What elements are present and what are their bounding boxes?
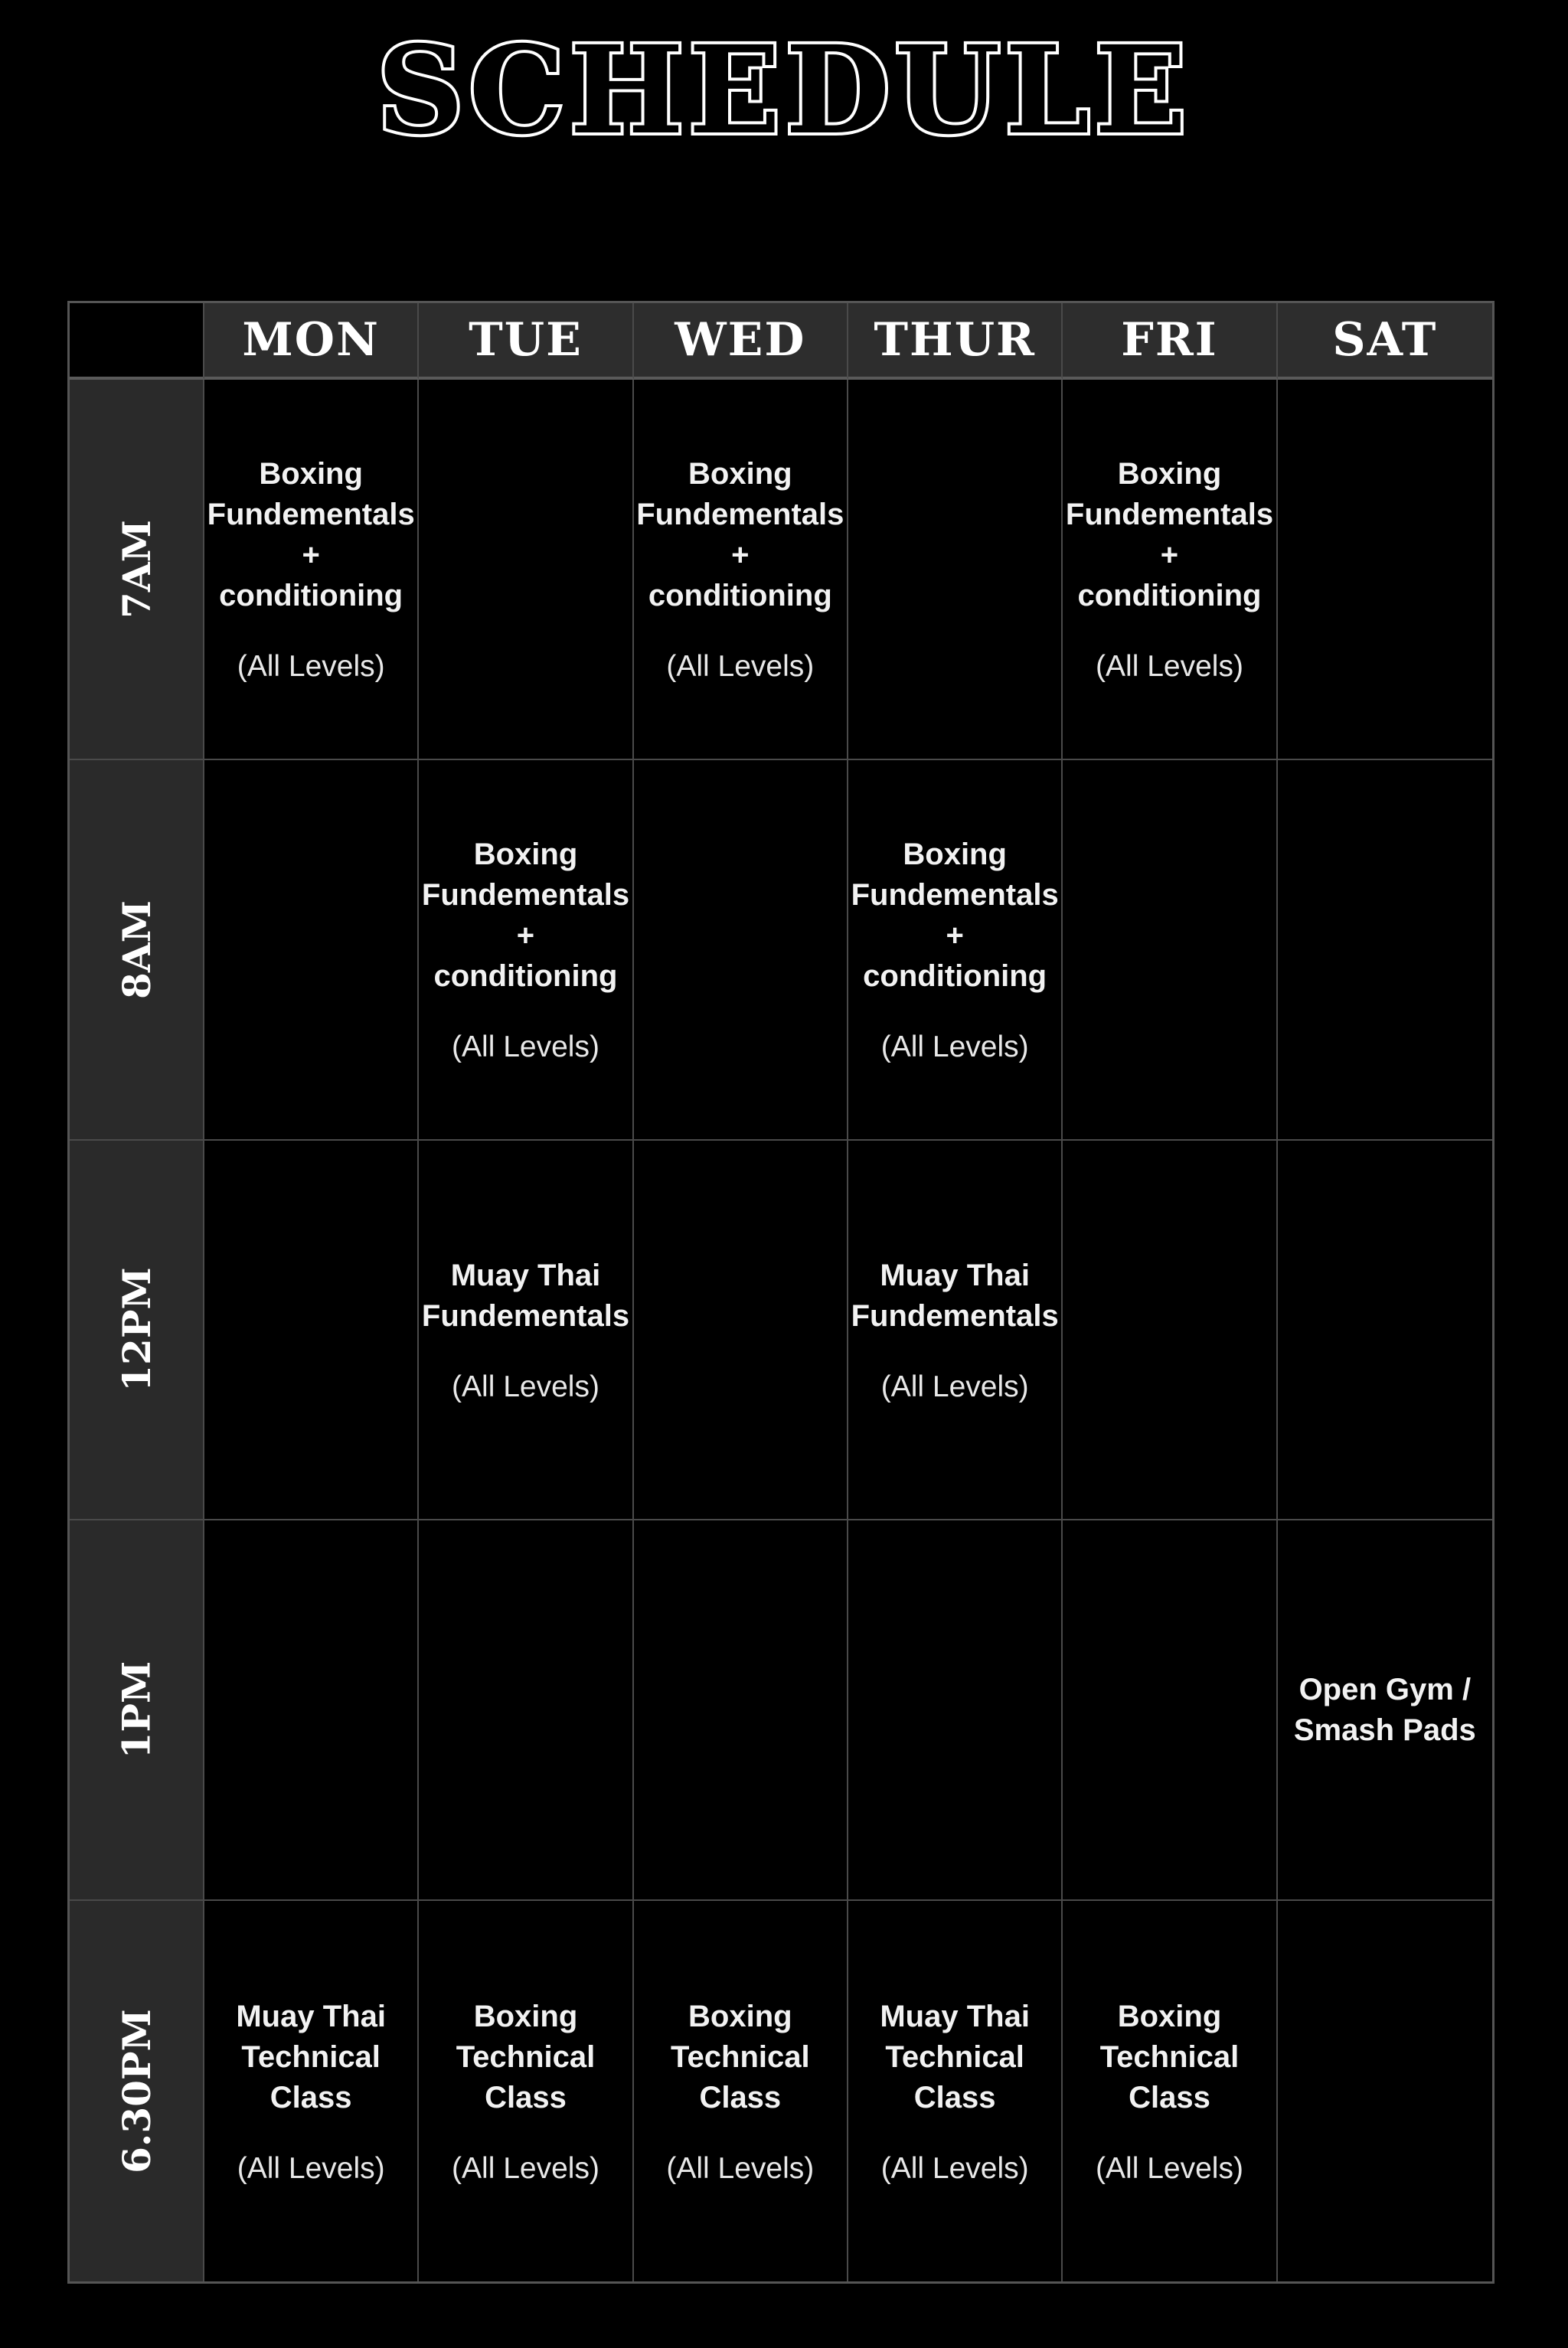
class-slot bbox=[419, 1141, 633, 1521]
class-slot bbox=[204, 1141, 419, 1521]
day-label: TUE bbox=[469, 313, 583, 367]
schedule-table bbox=[67, 301, 1494, 2284]
class-name: Muay Thai Fundementals bbox=[421, 1258, 630, 1333]
class-slot bbox=[848, 760, 1063, 1141]
class-level: (All Levels) bbox=[1096, 2152, 1243, 2186]
class-name: Boxing Technical Class bbox=[671, 2000, 810, 2115]
time-header-630pm bbox=[70, 1901, 204, 2281]
class-slot bbox=[634, 760, 848, 1141]
class-slot bbox=[419, 1520, 633, 1901]
class-slot bbox=[419, 760, 633, 1141]
class-level: (All Levels) bbox=[452, 2152, 599, 2186]
class-slot bbox=[1063, 1141, 1277, 1521]
day-label: WED bbox=[675, 313, 806, 367]
day-label: FRI bbox=[1121, 313, 1218, 367]
class-level: (All Levels) bbox=[237, 650, 385, 684]
class-slot bbox=[1063, 760, 1277, 1141]
class-name: Open Gym / Smash Pads bbox=[1293, 1672, 1476, 1747]
class-name: Boxing Fundementals + conditioning bbox=[1065, 457, 1274, 613]
time-label: 8AM bbox=[113, 900, 159, 999]
time-label: 1PM bbox=[113, 1661, 159, 1759]
class-slot bbox=[1278, 1520, 1492, 1901]
class-level: (All Levels) bbox=[880, 1370, 1029, 1403]
class-level: (All Levels) bbox=[880, 1030, 1029, 1064]
class-name: Boxing Fundementals + conditioning bbox=[421, 838, 630, 994]
class-slot bbox=[848, 1520, 1063, 1901]
day-label: MON bbox=[242, 313, 380, 367]
time-header-12pm bbox=[70, 1141, 204, 1521]
class-name: Muay Thai Technical Class bbox=[880, 2000, 1030, 2115]
class-level: (All Levels) bbox=[1096, 650, 1243, 684]
class-slot bbox=[634, 1520, 848, 1901]
class-level: (All Levels) bbox=[237, 2152, 385, 2186]
time-label: 6.30PM bbox=[113, 2009, 159, 2173]
class-slot bbox=[848, 1141, 1063, 1521]
table-corner bbox=[70, 303, 204, 380]
class-name: Boxing Fundementals + conditioning bbox=[207, 457, 415, 613]
class-level: (All Levels) bbox=[452, 1030, 599, 1064]
day-header-tue bbox=[419, 303, 633, 380]
class-slot bbox=[634, 380, 848, 760]
class-name: Boxing Fundementals + conditioning bbox=[851, 838, 1059, 994]
class-slot bbox=[419, 380, 633, 760]
class-slot bbox=[848, 380, 1063, 760]
class-slot bbox=[848, 1901, 1063, 2281]
day-label: SAT bbox=[1332, 313, 1438, 367]
class-slot bbox=[419, 1901, 633, 2281]
time-label: 12PM bbox=[113, 1267, 159, 1393]
day-label: THUR bbox=[874, 313, 1036, 367]
class-slot bbox=[1278, 760, 1492, 1141]
class-slot bbox=[1278, 1141, 1492, 1521]
time-header-1pm bbox=[70, 1520, 204, 1901]
class-level: (All Levels) bbox=[666, 2152, 815, 2186]
class-slot bbox=[1063, 1901, 1277, 2281]
class-slot bbox=[204, 1901, 419, 2281]
class-level: (All Levels) bbox=[880, 2152, 1029, 2186]
class-slot bbox=[1278, 380, 1492, 760]
class-slot bbox=[204, 380, 419, 760]
time-label: 7AM bbox=[113, 519, 159, 619]
time-header-8am bbox=[70, 760, 204, 1141]
class-slot bbox=[204, 760, 419, 1141]
day-header-thur bbox=[848, 303, 1063, 380]
time-header-7am bbox=[70, 380, 204, 760]
class-name: Muay Thai Fundementals bbox=[851, 1258, 1059, 1333]
class-level: (All Levels) bbox=[666, 650, 815, 684]
day-header-mon bbox=[204, 303, 419, 380]
class-slot bbox=[1278, 1901, 1492, 2281]
class-slot bbox=[204, 1520, 419, 1901]
class-name: Boxing Technical Class bbox=[456, 2000, 596, 2115]
class-slot bbox=[634, 1141, 848, 1521]
class-level: (All Levels) bbox=[452, 1370, 599, 1403]
class-slot bbox=[1063, 1520, 1277, 1901]
day-header-fri bbox=[1063, 303, 1277, 380]
class-slot bbox=[1063, 380, 1277, 760]
page-title: SCHEDULE bbox=[377, 20, 1191, 162]
day-header-sat bbox=[1278, 303, 1492, 380]
class-name: Boxing Fundementals + conditioning bbox=[636, 457, 844, 613]
class-name: Muay Thai Technical Class bbox=[236, 2000, 386, 2115]
day-header-wed bbox=[634, 303, 848, 380]
class-name: Boxing Technical Class bbox=[1099, 2000, 1240, 2115]
class-slot bbox=[634, 1901, 848, 2281]
